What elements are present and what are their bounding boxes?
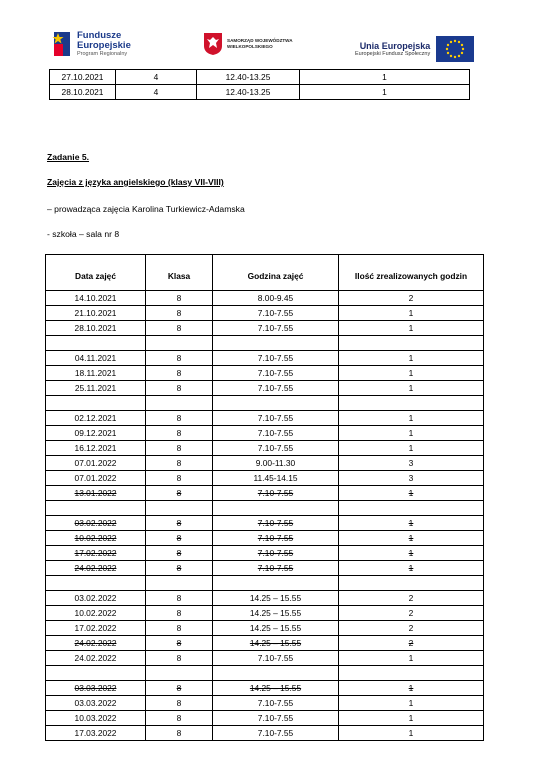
table-cell: [213, 576, 339, 591]
table-cell: 8: [146, 516, 213, 531]
table-cell: 03.03.2022: [46, 681, 146, 696]
table-cell: 10.02.2022: [46, 531, 146, 546]
table-cell: 28.10.2021: [50, 85, 116, 100]
table-row: [46, 636, 484, 651]
fe-title-1: Fundusze: [77, 29, 122, 41]
table-cell: 14.25 – 15.55: [213, 681, 339, 696]
table-cell: 10.03.2022: [46, 711, 146, 726]
table-cell: 8: [146, 696, 213, 711]
table-cell: 4: [116, 85, 197, 100]
table-cell: 7.10-7.55: [213, 321, 339, 336]
table-cell: 1: [339, 321, 484, 336]
table-cell: [213, 396, 339, 411]
table-cell: 14.25 – 15.55: [213, 621, 339, 636]
table-row: [46, 291, 484, 306]
table-cell: 03.02.2022: [46, 591, 146, 606]
table-cell: 7.10-7.55: [213, 411, 339, 426]
table-row: [46, 516, 484, 531]
table-cell: 7.10-7.55: [213, 696, 339, 711]
unia-europejska-logo: [355, 36, 474, 62]
table-cell: 14.25 – 15.55: [213, 636, 339, 651]
table-cell: 28.10.2021: [46, 321, 146, 336]
table-cell: 07.01.2022: [46, 456, 146, 471]
sw-line-1: SAMORZĄD WOJEWÓDZTWA: [227, 38, 293, 44]
table-cell: 8: [146, 381, 213, 396]
table-cell: 8: [146, 636, 213, 651]
table-cell: 8: [146, 486, 213, 501]
table-cell: 8: [146, 606, 213, 621]
table-cell: 03.02.2022: [46, 516, 146, 531]
table-cell: 8: [146, 711, 213, 726]
table-row: [46, 471, 484, 486]
table-row: [46, 531, 484, 546]
table-row: [46, 441, 484, 456]
table-cell: 1: [339, 711, 484, 726]
table-row: [46, 456, 484, 471]
table-row: [46, 396, 484, 411]
table-cell: 12.40-13.25: [197, 85, 300, 100]
table-row: [46, 576, 484, 591]
table-cell: [146, 666, 213, 681]
fundusze-europejskie-logo: [52, 30, 131, 58]
table-row: [46, 426, 484, 441]
table-row: [46, 366, 484, 381]
table-cell: 1: [339, 351, 484, 366]
table-cell: 24.02.2022: [46, 651, 146, 666]
table-cell: 7.10-7.55: [213, 426, 339, 441]
table-cell: 1: [339, 411, 484, 426]
table-row: [46, 501, 484, 516]
table-cell: 8: [146, 546, 213, 561]
table-cell: 1: [339, 651, 484, 666]
table-cell: 1: [339, 381, 484, 396]
table-cell: 2: [339, 291, 484, 306]
header-class: Klasa: [146, 255, 213, 291]
table-row: [46, 321, 484, 336]
table-cell: 1: [339, 441, 484, 456]
table-cell: 07.01.2022: [46, 471, 146, 486]
table-cell: 8: [146, 726, 213, 741]
table-cell: 17.03.2022: [46, 726, 146, 741]
table-cell: 1: [339, 426, 484, 441]
table-cell: 1: [339, 306, 484, 321]
table-cell: 7.10-7.55: [213, 561, 339, 576]
table-row: [46, 666, 484, 681]
table-cell: 14.25 – 15.55: [213, 606, 339, 621]
table-cell: 1: [339, 726, 484, 741]
table-cell: 1: [339, 366, 484, 381]
table-cell: 8: [146, 651, 213, 666]
table-cell: 8: [146, 321, 213, 336]
sw-line-2: WIELKOPOLSKIEGO: [227, 44, 273, 49]
teacher-line: – prowadząca zajęcia Karolina Turkiewicz-Adamska: [47, 204, 245, 214]
eu-flag-icon: [436, 36, 474, 62]
table-cell: 8: [146, 411, 213, 426]
table-cell: 14.25 – 15.55: [213, 591, 339, 606]
table-cell: 7.10-7.55: [213, 651, 339, 666]
table-cell: 2: [339, 591, 484, 606]
table-row: [46, 351, 484, 366]
table-row: [46, 561, 484, 576]
table-cell: [339, 666, 484, 681]
table-cell: 03.03.2022: [46, 696, 146, 711]
table-cell: 1: [300, 70, 470, 85]
eagle-crest-icon: [203, 32, 223, 56]
task-title: Zadanie 5.: [47, 152, 90, 162]
header-date: Data zajęć: [46, 255, 146, 291]
room-line: - szkoła – sala nr 8: [47, 229, 120, 239]
course-title: Zajęcia z języka angielskiego (klasy VII-VIII): [47, 177, 224, 187]
table-cell: 2: [339, 636, 484, 651]
table-row: [46, 681, 484, 696]
table-cell: [213, 666, 339, 681]
table-cell: [146, 336, 213, 351]
table-cell: 8: [146, 531, 213, 546]
table-cell: 04.11.2021: [46, 351, 146, 366]
header-count: Ilość zrealizowanych godzin: [339, 255, 484, 291]
table-cell: 8: [146, 306, 213, 321]
table-cell: 17.02.2022: [46, 546, 146, 561]
table-cell: 7.10-7.55: [213, 441, 339, 456]
table-row: [50, 70, 470, 85]
table-cell: 14.10.2021: [46, 291, 146, 306]
table-row: [46, 711, 484, 726]
table-cell: 4: [116, 70, 197, 85]
table-cell: 8: [146, 366, 213, 381]
table-row: [46, 336, 484, 351]
table-row: [46, 621, 484, 636]
table-cell: [46, 501, 146, 516]
table-row: [46, 696, 484, 711]
table-cell: 8: [146, 681, 213, 696]
table-cell: 7.10-7.55: [213, 381, 339, 396]
table-row: [46, 381, 484, 396]
table-cell: 3: [339, 471, 484, 486]
table-cell: 3: [339, 456, 484, 471]
table-cell: [339, 336, 484, 351]
table-cell: [46, 396, 146, 411]
table-cell: 1: [300, 85, 470, 100]
table-cell: 1: [339, 486, 484, 501]
table-cell: 12.40-13.25: [197, 70, 300, 85]
table-cell: 7.10-7.55: [213, 366, 339, 381]
table-cell: 16.12.2021: [46, 441, 146, 456]
table-cell: 1: [339, 516, 484, 531]
table-cell: 8: [146, 426, 213, 441]
table-cell: 24.02.2022: [46, 636, 146, 651]
table-cell: 11.45-14.15: [213, 471, 339, 486]
table-cell: 8: [146, 441, 213, 456]
schedule-table: [45, 254, 484, 741]
table-cell: 8: [146, 471, 213, 486]
table-cell: 2: [339, 606, 484, 621]
header-hours: Godzina zajęć: [213, 255, 339, 291]
table-cell: 1: [339, 561, 484, 576]
fe-star-icon: [52, 30, 72, 58]
table-row: [46, 606, 484, 621]
table-cell: 8.00-9.45: [213, 291, 339, 306]
table-row: [46, 306, 484, 321]
table-row: [46, 726, 484, 741]
table-row: [46, 411, 484, 426]
table-cell: [339, 396, 484, 411]
samorzad-logo: [203, 32, 293, 56]
table-cell: 7.10-7.55: [213, 351, 339, 366]
page-header: [0, 0, 534, 66]
table-row: [46, 651, 484, 666]
table-cell: 1: [339, 681, 484, 696]
table-cell: 8: [146, 456, 213, 471]
table-cell: 18.11.2021: [46, 366, 146, 381]
table-cell: [146, 576, 213, 591]
table-cell: 2: [339, 621, 484, 636]
fe-title-2: Europejskie: [77, 39, 131, 51]
table-cell: [146, 501, 213, 516]
fe-subtitle: Program Regionalny: [77, 50, 128, 57]
table-cell: 1: [339, 531, 484, 546]
table-cell: [46, 336, 146, 351]
table-cell: 09.12.2021: [46, 426, 146, 441]
table-cell: 7.10-7.55: [213, 516, 339, 531]
table-cell: 7.10-7.55: [213, 726, 339, 741]
ue-title: Unia Europejska: [359, 40, 431, 51]
table-cell: 7.10-7.55: [213, 486, 339, 501]
table-row: [50, 85, 470, 100]
previous-schedule-table: [49, 69, 470, 100]
table-cell: [213, 336, 339, 351]
table-cell: [46, 576, 146, 591]
table-cell: [339, 576, 484, 591]
table-cell: 7.10-7.55: [213, 546, 339, 561]
table-cell: [46, 666, 146, 681]
table-row: [46, 546, 484, 561]
table-cell: 1: [339, 546, 484, 561]
table-cell: 8: [146, 591, 213, 606]
table-cell: 8: [146, 351, 213, 366]
table-cell: [146, 396, 213, 411]
table-cell: 02.12.2021: [46, 411, 146, 426]
table-cell: 8: [146, 621, 213, 636]
table-cell: 27.10.2021: [50, 70, 116, 85]
table-cell: 9.00-11.30: [213, 456, 339, 471]
table-cell: 1: [339, 696, 484, 711]
table-cell: 10.02.2022: [46, 606, 146, 621]
table-cell: 13.01.2022: [46, 486, 146, 501]
table-cell: 25.11.2021: [46, 381, 146, 396]
ue-subtitle: Europejski Fundusz Społeczny: [355, 50, 431, 57]
table-cell: 8: [146, 291, 213, 306]
table-cell: [339, 501, 484, 516]
table-cell: 17.02.2022: [46, 621, 146, 636]
table-cell: 8: [146, 561, 213, 576]
table-cell: 7.10-7.55: [213, 531, 339, 546]
table-cell: 24.02.2022: [46, 561, 146, 576]
table-cell: 7.10-7.55: [213, 306, 339, 321]
table-row: [46, 486, 484, 501]
table-cell: 7.10-7.55: [213, 711, 339, 726]
table-cell: 21.10.2021: [46, 306, 146, 321]
table-row: [46, 591, 484, 606]
table-cell: [213, 501, 339, 516]
